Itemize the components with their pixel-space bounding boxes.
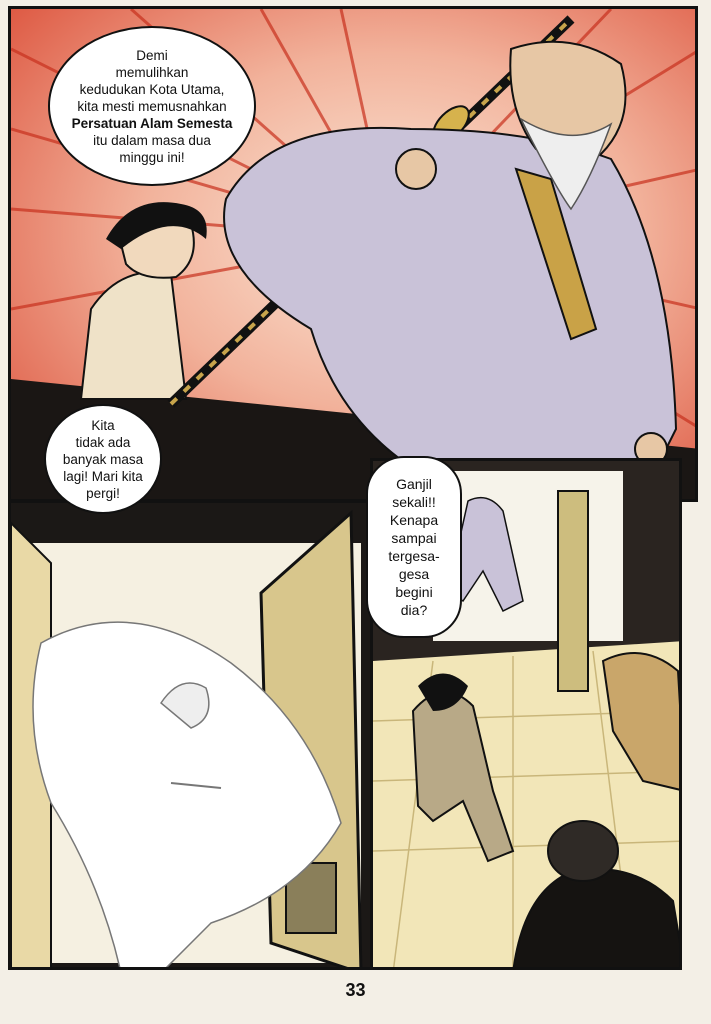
bubble-line: minggu ini! — [119, 149, 185, 165]
bubble-line: Demi — [136, 47, 168, 63]
bubble-line: tidak ada — [75, 434, 131, 450]
speech-bubble-elder — [48, 26, 256, 186]
bubble-line-bold: Persatuan Alam Semesta — [71, 115, 233, 131]
bubble-line: itu dalam masa dua — [93, 132, 211, 148]
bubble-line: banyak masa — [62, 451, 144, 467]
bubble-line: pergi! — [86, 485, 120, 501]
bubble-line: Kita — [91, 417, 115, 433]
bubble-line: dia? — [400, 602, 428, 618]
bubble-line: Kenapa — [389, 512, 439, 528]
bubble-line: sampai — [391, 530, 437, 546]
panel-doorway — [8, 500, 378, 970]
bubble-line: begini — [395, 584, 433, 600]
bubble-line: sekali!! — [392, 494, 436, 510]
speech-bubble-doorway — [44, 404, 162, 514]
bubble-line: lagi! Mari kita — [63, 468, 143, 484]
panel-2-artwork — [11, 503, 378, 970]
bubble-line: kedudukan Kota Utama, — [79, 81, 225, 97]
bubble-line: memulihkan — [115, 64, 189, 80]
bubble-line: kita mesti memusnahkan — [77, 98, 227, 114]
speech-bubble-corridor — [366, 456, 462, 638]
bubble-line: tergesa- — [388, 548, 440, 564]
bubble-line: Ganjil — [396, 476, 432, 492]
bubble-line: gesa — [398, 566, 430, 582]
page-number: 33 — [345, 980, 366, 1000]
